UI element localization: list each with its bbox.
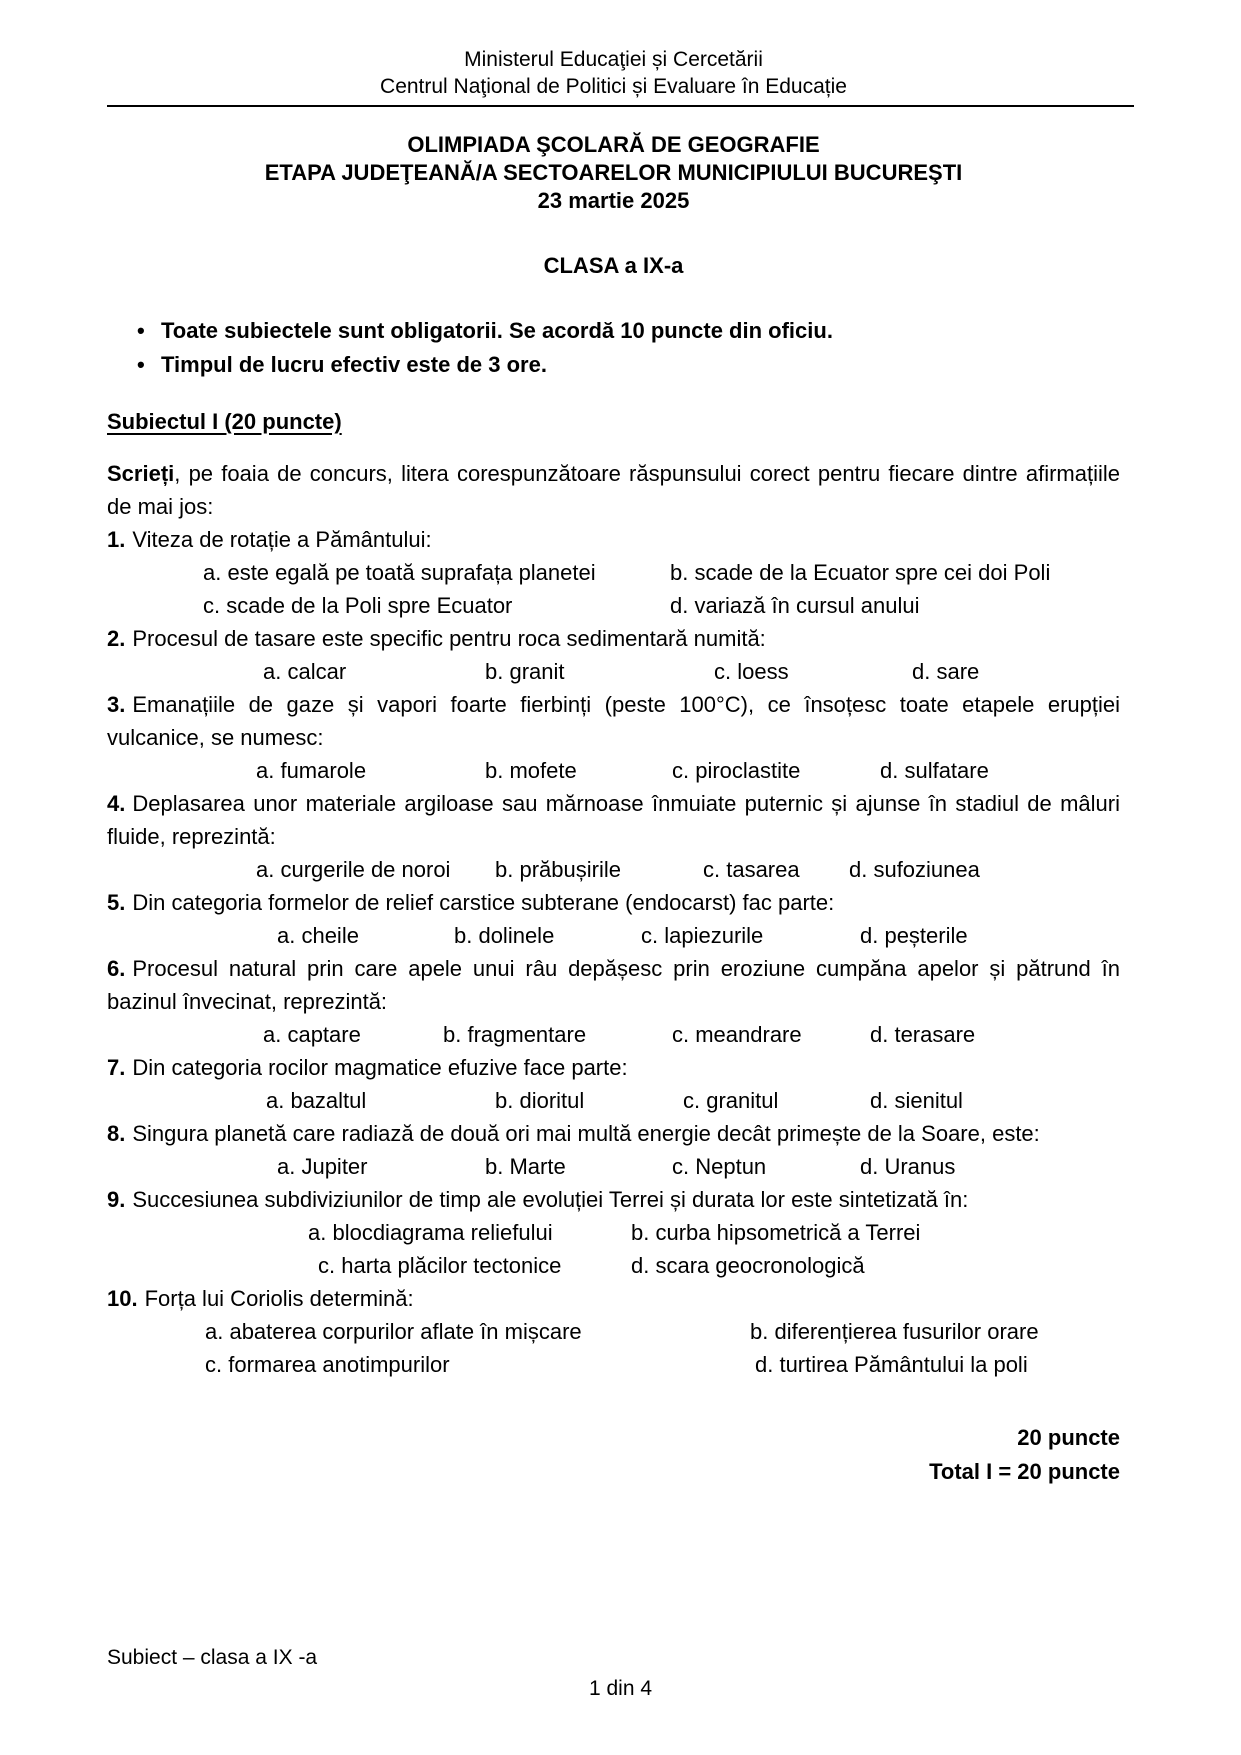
intro-rest: , pe foaia de concurs, litera corespunzătoare răspunsului corect pentru fiecare dintre afirmațiile de mai jos: [107,461,1120,519]
footer-page-number: 1 din 4 [588,1677,653,1700]
question-9-options-row-2 [107,1249,1120,1282]
header-center: Centrul Naţional de Politici și Evaluare în Educație [380,75,847,98]
question-number: 5. [107,890,126,915]
option-b: b. fragmentare [443,1022,587,1047]
question-4 [107,787,1120,853]
option-a: a. calcar [263,659,347,684]
header-ministry: Ministerul Educaţiei și Cercetării [464,48,763,71]
option-b: b. Marte [485,1154,566,1179]
instruction-item [137,348,1120,382]
question-1-options-row-1 [107,556,1120,589]
question-number: 4. [107,791,126,816]
question-number: 3. [107,692,126,717]
option-a: a. curgerile de noroi [256,857,451,882]
title-olympiad: OLIMPIADA ŞCOLARĂ DE GEOGRAFIE [407,132,820,157]
question-1-options-row-2 [107,589,1120,622]
question-text: Din categoria rocilor magmatice efuzive face parte: [132,1055,628,1080]
option-c: c. piroclastite [672,758,801,783]
option-c: c. lapiezurile [641,923,764,948]
instruction-text: Toate subiectele sunt obligatorii. Se acordă 10 puncte din oficiu. [161,318,833,343]
option-c: c. meandrare [672,1022,802,1047]
question-number: 1. [107,527,126,552]
option-c: c. scade de la Poli spre Ecuator [203,593,513,618]
question-7 [107,1051,1120,1084]
question-number: 2. [107,626,126,651]
option-c: c. tasarea [703,857,800,882]
points-total: Total I = 20 puncte [929,1459,1120,1484]
title-stage: ETAPA JUDEŢEANĂ/A SECTOARELOR MUNICIPIULUI BUCUREŞTI [264,160,963,185]
option-b: b. prăbușirile [495,857,621,882]
question-5 [107,886,1120,919]
question-text: Procesul de tasare este specific pentru roca sedimentară numită: [132,626,766,651]
question-text: Forța lui Coriolis determină: [144,1286,414,1311]
option-d: d. terasare [870,1022,976,1047]
option-a: a. blocdiagrama reliefului [308,1220,553,1245]
option-a: a. fumarole [256,758,367,783]
question-6 [107,952,1120,1018]
option-a: a. Jupiter [277,1154,368,1179]
option-c: c. granitul [683,1088,779,1113]
option-b: b. diferențierea fusurilor orare [750,1319,1039,1344]
question-number: 6. [107,956,126,981]
question-5-options-row-1 [107,919,1120,952]
instruction-item [137,314,1120,348]
option-c: c. formarea anotimpurilor [205,1352,450,1377]
option-a: a. abaterea corpurilor aflate în mișcare [205,1319,582,1344]
question-8 [107,1117,1120,1150]
option-d: d. sare [912,659,980,684]
option-b: b. scade de la Ecuator spre cei doi Poli [670,560,1051,585]
question-9 [107,1183,1120,1216]
question-10-options-row-2 [107,1348,1120,1381]
question-number: 8. [107,1121,126,1146]
option-c: c. Neptun [672,1154,767,1179]
option-b: b. dolinele [454,923,555,948]
bullet-icon: • [137,352,145,377]
question-text: Succesiunea subdiviziunilor de timp ale evoluției Terrei și durata lor este sintetizată în: [132,1187,969,1212]
question-text: Deplasarea unor materiale argiloase sau mărnoase înmuiate puternic și ajunse în stadiul de mâluri fluide, reprezintă: [107,791,1120,849]
option-d: d. sulfatare [880,758,989,783]
option-b: b. dioritul [495,1088,585,1113]
question-text: Procesul natural prin care apele unui râu depășesc prin eroziune cumpăna apelor și pătrund în bazinul învecinat, reprezintă: [107,956,1120,1014]
option-d: d. scara geocronologică [631,1253,865,1278]
points-block [107,1421,1120,1489]
question-4-options-row-1 [107,853,1120,886]
question-3-options-row-1 [107,754,1120,787]
question-2-options-row-1 [107,655,1120,688]
option-a: a. este egală pe toată suprafața planetei [203,560,596,585]
question-number: 9. [107,1187,126,1212]
option-d: d. Uranus [860,1154,956,1179]
intro-lead: Scrieți [107,461,175,486]
option-d: d. turtirea Pământului la poli [755,1352,1028,1377]
question-7-options-row-1 [107,1084,1120,1117]
option-d: d. sufoziunea [849,857,980,882]
question-number: 7. [107,1055,126,1080]
option-c: c. loess [714,659,789,684]
option-d: d. variază în cursul anului [670,593,920,618]
general-instructions [107,314,1120,382]
question-10-options-row-1 [107,1315,1120,1348]
question-text: Din categoria formelor de relief carstice subterane (endocarst) fac parte: [132,890,835,915]
document-title [107,131,1120,215]
option-b: b. mofete [485,758,577,783]
question-text: Emanațiile de gaze și vapori foarte fierbinți (peste 100°C), ce însoțesc toate etapele erupției vulcanice, se numesc: [107,692,1120,750]
question-number: 10. [107,1286,138,1311]
footer-subject-label: Subiect – clasa a IX -a [107,1646,318,1669]
header-divider [107,105,1134,107]
option-d: d. peșterile [860,923,968,948]
option-c: c. harta plăcilor tectonice [318,1253,562,1278]
question-8-options-row-1 [107,1150,1120,1183]
option-b: b. granit [485,659,565,684]
title-date: 23 martie 2025 [537,188,690,213]
question-10 [107,1282,1120,1315]
question-text: Viteza de rotație a Pământului: [132,527,432,552]
instruction-text: Timpul de lucru efectiv este de 3 ore. [161,352,547,377]
option-a: a. cheile [277,923,359,948]
class-line: CLASA a IX-a [543,253,684,278]
option-d: d. sienitul [870,1088,963,1113]
option-b: b. curba hipsometrică a Terrei [631,1220,921,1245]
question-text: Singura planetă care radiază de două ori mai multă energie decât primește de la Soare, este: [132,1121,1040,1146]
intro-paragraph [107,457,1120,523]
document-header [107,46,1120,107]
option-a: a. captare [263,1022,361,1047]
points-subject: 20 puncte [1017,1425,1120,1450]
bullet-icon: • [137,318,145,343]
question-6-options-row-1 [107,1018,1120,1051]
question-1 [107,523,1120,556]
question-3 [107,688,1120,754]
option-a: a. bazaltul [266,1088,367,1113]
section-title: Subiectul I (20 puncte) [107,409,342,434]
question-2 [107,622,1120,655]
question-9-options-row-1 [107,1216,1120,1249]
